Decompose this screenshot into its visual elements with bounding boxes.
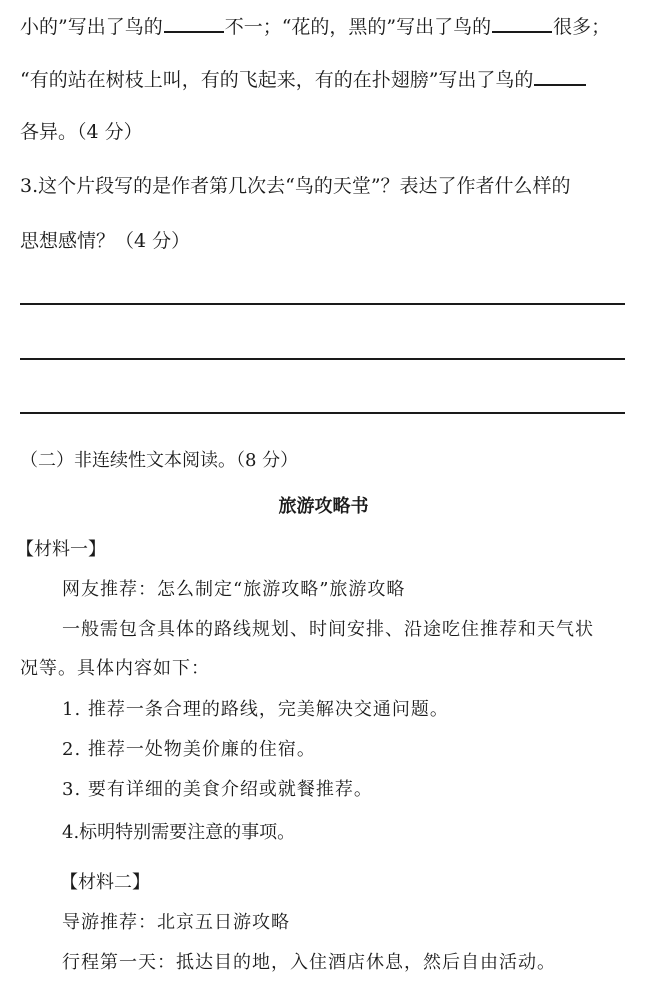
answer-line-1[interactable] xyxy=(20,303,625,305)
answer-line-3[interactable] xyxy=(20,412,625,414)
answer-line-2[interactable] xyxy=(20,358,625,360)
material-2-recommend: 导游推荐：北京五日游攻略 xyxy=(62,912,290,933)
material-2-day-1: 行程第一天：抵达目的地，入住酒店休息，然后自由活动。 xyxy=(62,952,556,973)
material-1-recommend: 网友推荐：怎么制定“旅游攻略”旅游攻略 xyxy=(62,579,406,600)
q3-line-2: 思想感情？（4 分） xyxy=(20,230,191,252)
material-1-label: 【材料一】 xyxy=(16,539,106,560)
q3-line-1: 3.这个片段写的是作者第几次去“鸟的天堂”？表达了作者什么样的 xyxy=(20,175,571,197)
list-item: 1. 推荐一条合理的路线，完美解决交通问题。 xyxy=(62,699,449,720)
list-item: 4.标明特别需要注意的事项。 xyxy=(62,822,296,843)
answer-blank-2[interactable] xyxy=(492,13,552,33)
material-2-label: 【材料二】 xyxy=(60,872,150,893)
q2-line-1-text-a: 小的”写出了鸟的 xyxy=(20,16,163,38)
q2-line-1 xyxy=(20,13,610,40)
article-title: 旅游攻略书 xyxy=(278,496,369,517)
q2-line-2 xyxy=(20,66,587,93)
q2-line-3: 各异。（4 分） xyxy=(20,121,143,143)
list-item: 2. 推荐一处物美价廉的住宿。 xyxy=(62,739,316,760)
answer-blank-3[interactable] xyxy=(534,66,586,86)
q2-line-1-text-b: 不一；“花的，黑的”写出了鸟的 xyxy=(224,16,492,38)
list-item: 3. 要有详细的美食介绍或就餐推荐。 xyxy=(62,779,373,800)
material-1-intro-line-1: 一般需包含具体的路线规划、时间安排、沿途吃住推荐和天气状 xyxy=(62,619,594,640)
q2-line-2-text: “有的站在树枝上叫，有的飞起来，有的在扑翅膀”写出了鸟的 xyxy=(20,69,534,91)
q2-line-1-text-c: 很多； xyxy=(553,16,611,38)
answer-blank-1[interactable] xyxy=(164,13,224,33)
section-2-heading: （二）非连续性文本阅读。（8 分） xyxy=(20,450,299,471)
material-1-intro-line-2: 况等。具体内容如下： xyxy=(20,658,210,679)
